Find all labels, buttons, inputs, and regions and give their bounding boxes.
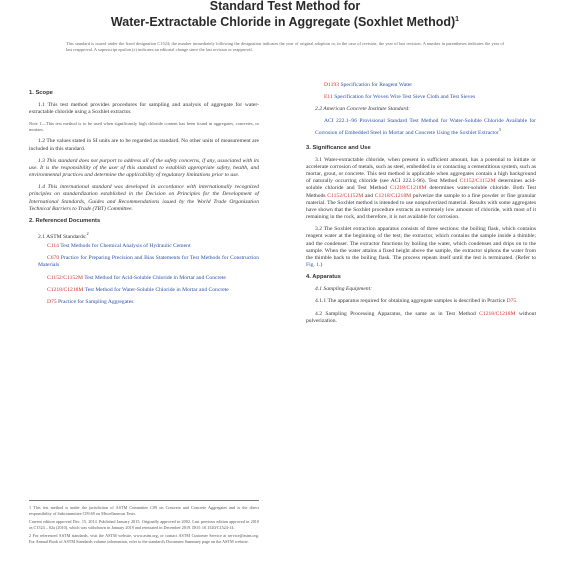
reference-code[interactable]: E11 — [324, 94, 333, 101]
standard-designation-note: This standard is issued under the fixed designation C1524; the number immediately following the designation indicates the year of original adoption or, in the case of revision, the year of last revision. A number in parentheses indicates the year of last reapproval. A superscript epsilon (ε) indicates an editorial change since the last revision or reapproval. — [66, 41, 504, 53]
reference-item[interactable] — [306, 82, 536, 89]
right-column — [306, 82, 536, 330]
figure-link[interactable]: Fig. 1 — [306, 261, 320, 268]
paragraph-3-2 — [306, 226, 536, 269]
reference-item[interactable] — [29, 275, 259, 282]
text-run: determines acid-soluble chloride and Test Method — [306, 178, 536, 192]
text-run: without pulverization. — [306, 310, 536, 324]
inline-reference[interactable]: D75 — [506, 298, 517, 305]
inline-reference[interactable]: C1218/C1218M — [390, 185, 427, 192]
aci-reference-title[interactable]: ACI 222.1–96 Provisional Standard Test Method for Water-Soluble Chloride Available for Corrosion of Embedded Steel in Mortar and Concrete Using the Soxhlet Extractor — [315, 118, 536, 136]
text-run: pulverize the sample to a fine powder or fine granular material. The Soxhlet method is intended to use nonpulverized material. Results with some aggregates have shown that the Soxhlet procedure extracts an extremely low amount of chloride, with most of it remaining in the rock, and therefore, it is not available for corrosion. — [306, 192, 536, 221]
left-column — [29, 86, 259, 311]
title-footnote-mark: 1 — [455, 16, 460, 23]
inline-reference[interactable]: C1152/C1152M — [327, 192, 364, 199]
paragraph-1-3: 1.3 This standard does not purport to address all of the safety concerns, if any, associated with its use. It is the responsibility of the user of this standard to establish appropriate safety, health, and environmental practices and determine the applicability of regulatory limitations prior to use. — [29, 157, 259, 179]
footnote-mark-2: 2 — [86, 231, 89, 237]
text-run: 4.2 Sampling Processing Apparatus, the same as in Test Method — [315, 310, 480, 317]
inline-reference[interactable]: C1218/C1218M — [374, 192, 412, 199]
title-line-1: Standard Test Method for — [209, 0, 361, 13]
footnote-mark-3: 3 — [498, 126, 501, 132]
text-run: determines water-soluble chloride. Both Test Methods — [306, 185, 536, 199]
paragraph-1-1: 1.1 This test method provides procedures for sampling and analysis of aggregate for water-extractable chloride using a Soxhlet extractor. — [29, 102, 259, 116]
aci-subheading: 2.2 American Concrete Institute Standard: — [315, 106, 411, 113]
reference-code[interactable]: C114 — [47, 243, 59, 250]
paragraph-3-1 — [306, 157, 536, 221]
astm-standards-label: 2.1 ASTM Standards: — [38, 233, 87, 240]
text-run: 4.1.1 The apparatus required for obtaining aggregate samples is described in Practice — [315, 298, 507, 305]
inline-reference[interactable]: C1218/C1218M — [479, 310, 516, 317]
aci-reference[interactable] — [306, 118, 536, 136]
section-heading-apparatus: 4. Apparatus — [306, 274, 341, 281]
reference-item[interactable] — [29, 255, 259, 269]
paragraph-1-2: 1.2 The values stated in SI units are to be regarded as standard. No other units of measurement are included in this standard. — [29, 138, 259, 152]
reference-code[interactable]: D75 — [47, 298, 57, 305]
note-1: Note 1—This test method is to be used when significantly high chloride content has been found in aggregates, concretes, or mortars. — [29, 121, 259, 133]
reference-item[interactable] — [29, 243, 259, 250]
reference-code[interactable]: D1193 — [324, 82, 340, 88]
reference-item[interactable] — [306, 94, 536, 101]
text-run: 3.1 Water-extractable chloride, when present in sufficient amount, has a potential to initiate or accelerate corrosion of metals, such as steel, embedded in or contacting a cementitious system, such as mortar, grout, or concrete. This test method is applicable when aggregates contain a high background of naturally occurring chloride (see ACI 222.1-96). Test Method — [306, 156, 536, 185]
reference-title[interactable]: Practice for Sampling Aggregates — [58, 298, 134, 305]
paragraph-4-2 — [306, 311, 536, 325]
reference-code[interactable]: C670 — [47, 255, 60, 262]
reference-item[interactable] — [29, 287, 259, 294]
title-line-2 — [0, 13, 570, 29]
paragraph-1-4: 1.4 This international standard was developed in accordance with internationally recognized principles on standardization established in the Decision on Principles for the Development of International Standards, Guides and Recommendations issued by the World Trade Organization Technical Barriers to Trade (TBT) Committee. — [29, 184, 259, 212]
text-run: and — [363, 192, 375, 199]
text-run: .) — [319, 261, 323, 268]
reference-title[interactable]: Practice for Preparing Precision and Bias Statements for Test Methods for Construction Materials — [38, 255, 259, 269]
inline-reference[interactable]: C1152/C1152M — [459, 178, 496, 185]
section-heading-scope: 1. Scope — [29, 90, 53, 96]
reference-item[interactable] — [29, 299, 259, 306]
paragraph-4-1-1 — [306, 298, 536, 305]
reference-title[interactable]: Test Methods for Chemical Analysis of Hydraulic Cement — [60, 243, 191, 250]
title-text: Water-Extractable Chloride in Aggregate (Soxhlet Method) — [110, 15, 456, 30]
text-run: 3.2 The Soxhlet extraction apparatus consists of three sections: the boiling flask, which contains reagent water at the beginning of the test; the extractor, which contains the sample inside a thimble; and the condenser. The extractor functions by boiling the water, which condenses and drips on to the sample. When the water attains a fixed height above the sample, the extractor siphons the water from the thimble back to the boiling flask. The process repeats itself until the test is terminated. (Refer to — [306, 226, 536, 261]
astm-standards-intro — [29, 230, 259, 241]
section-heading-referenced-documents: 2. Referenced Documents — [29, 217, 101, 224]
reference-title[interactable]: Specification for Reagent Water — [340, 82, 413, 88]
reference-title[interactable]: Specification for Woven Wire Test Sieve Cloth and Test Sieves — [334, 94, 476, 101]
text-run: . — [516, 298, 518, 305]
reference-code[interactable]: C1152/C1152M — [47, 274, 83, 281]
footnotes — [29, 500, 259, 548]
paragraph-4-1: 4.1 Sampling Equipment: — [315, 286, 373, 293]
reference-code[interactable]: C1218/C1218M — [47, 286, 84, 293]
footnote-1: 1 This test method is under the jurisdiction of ASTM Committee C09 on Concrete and Concrete Aggregates and is the direct responsibility of Subcommittee C09.69 on Miscellaneous Tests. — [29, 505, 259, 516]
footnote-2: 2 For referenced ASTM standards, visit the ASTM website, www.astm.org, or contact ASTM Customer Service at service@astm.org. For Annual Book of ASTM Standards volume information, refer to the standard's Document Summary page on the ASTM website. — [29, 533, 259, 544]
reference-title[interactable]: Test Method for Acid-Soluble Chloride in Mortar and Concrete — [84, 274, 226, 281]
section-heading-significance: 3. Significance and Use — [306, 144, 371, 151]
reference-title[interactable]: Test Method for Water-Soluble Chloride in Mortar and Concrete — [84, 286, 229, 293]
footnote-1b: Current edition approved Dec. 15, 2014. Published January 2015. Originally approved in 2002. Last previous edition approved in 2010 as C1524 – 02a (2010), which was withdrawn in January 2019 and reinstated in December 2019. DOI: 10.1520/C1524-14. — [29, 519, 259, 530]
